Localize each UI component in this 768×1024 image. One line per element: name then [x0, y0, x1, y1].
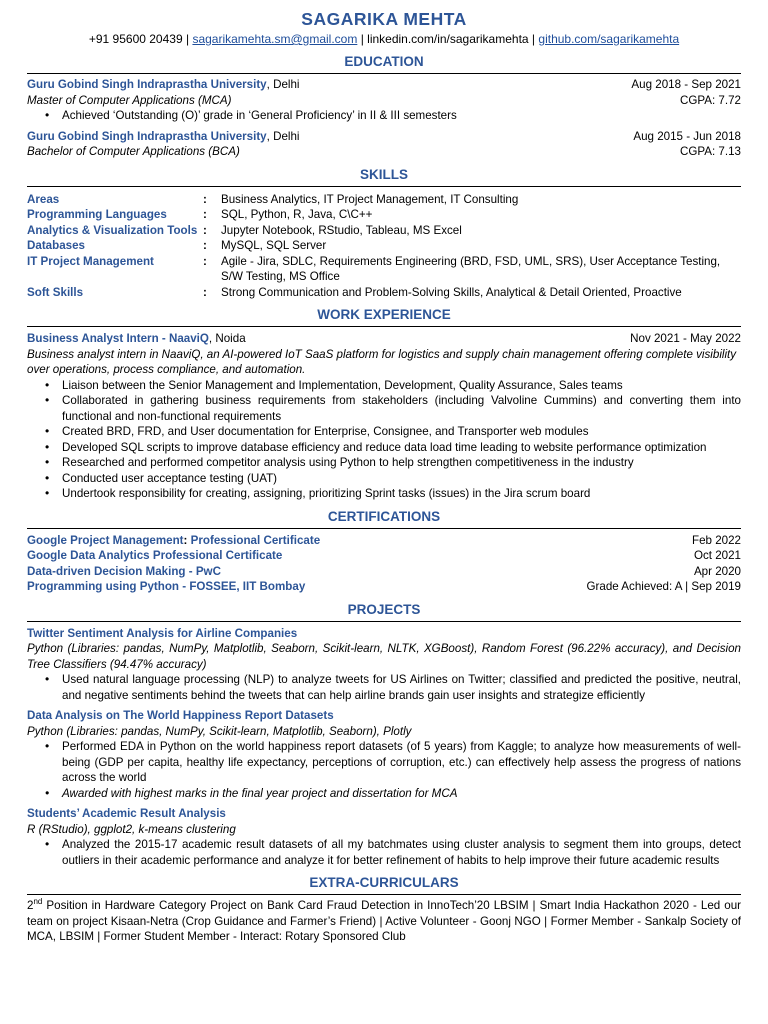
project-name: Students’ Academic Result Analysis [27, 807, 226, 820]
email-link[interactable]: sagarikamehta.sm@gmail.com [192, 32, 358, 46]
certifications-section [27, 508, 741, 595]
education-section [27, 53, 741, 160]
certification-issuer: Professional Certificate [190, 533, 321, 547]
skill-label: Areas [27, 192, 60, 206]
list-item: • Conducted user acceptance testing (UAT) [62, 471, 741, 487]
skill-label: IT Project Management [27, 254, 154, 268]
section-title-work: WORK EXPERIENCE [27, 306, 741, 327]
contact-line [27, 31, 741, 47]
degree-name: Bachelor of Computer Applications (BCA) [27, 145, 240, 158]
project-tech: Python (Libraries: pandas, NumPy, Scikit-learn, Matplotlib, Seaborn), Plotly [27, 724, 412, 738]
project-name: Twitter Sentiment Analysis for Airline Companies [27, 626, 298, 640]
skill-value: Strong Communication and Problem-Solving Skills, Analytical & Detail Oriented, Proactive [221, 285, 682, 299]
extracurricular-text [27, 898, 741, 945]
separator: | [531, 32, 536, 46]
skill-colon: : [203, 254, 207, 268]
skill-value: Jupyter Notebook, RStudio, Tableau, MS Excel [221, 223, 462, 237]
job-summary: Business analyst intern in NaaviQ, an AI-powered IoT SaaS platform for logistics and supply chain management offering complete visibility over operations, process compliance, and automation. [27, 347, 737, 376]
separator: | [185, 32, 190, 46]
skill-label: Databases [27, 239, 86, 252]
list-item: • Researched and performed competitor analysis using Python to help strengthen competitiveness in the industry [62, 455, 741, 471]
job-bullets [27, 378, 741, 502]
education-item [27, 129, 741, 160]
project-item [27, 708, 741, 801]
certification-separator: - [179, 580, 190, 593]
list-item: • Liaison between the Senior Management and Implementation, Development, Quality Assurance, Sales teams [62, 378, 741, 394]
project-tech: Python (Libraries: pandas, NumPy, Matplotlib, Seaborn, Scikit-learn, NLTK, XGBoost), Random Forest (96.22% accuracy), and Decision Tree Classifiers (94.47% accuracy) [27, 642, 741, 671]
certification-date: Apr 2020 [693, 564, 741, 578]
skill-row [27, 254, 741, 285]
github-link[interactable]: github.com/sagarikamehta [538, 32, 680, 46]
skill-colon: : [203, 208, 207, 221]
education-item [27, 77, 741, 124]
education-dates: Aug 2018 - Sep 2021 [631, 78, 741, 91]
university-name: Guru Gobind Singh Indraprastha University [27, 129, 267, 143]
list-item: • Awarded with highest marks in the final year project and dissertation for MCA [62, 786, 741, 802]
skill-row [27, 223, 741, 239]
education-bullet: • Achieved ‘Outstanding (O)’ grade in ‘General Proficiency’ in II & III semesters [62, 108, 741, 124]
education-grade: CGPA: 7.13 [679, 145, 741, 158]
skill-row [27, 192, 741, 208]
university-location: , Delhi [266, 129, 300, 143]
skill-value: MySQL, SQL Server [221, 239, 327, 252]
phone-number: +91 95600 20439 [88, 32, 183, 46]
project-tech: R (RStudio), ggplot2, k-means clustering [27, 822, 236, 836]
certification-name: Data-driven Decision Making [27, 564, 186, 578]
section-title-projects: PROJECTS [27, 601, 741, 622]
ordinal-number: 2 [27, 899, 34, 912]
candidate-name: SAGARIKA MEHTA [301, 9, 467, 29]
university-name: Guru Gobind Singh Indraprastha University [27, 78, 267, 91]
certification-separator: - [185, 564, 196, 578]
section-title-skills: SKILLS [27, 166, 741, 187]
degree-name: Master of Computer Applications (MCA) [27, 93, 232, 107]
skill-label: Programming Languages [27, 208, 167, 221]
job-role: Business Analyst Intern - NaaviQ [27, 332, 209, 345]
certification-row [27, 579, 741, 595]
skill-colon: : [203, 239, 207, 252]
separator: | [360, 32, 364, 46]
skill-colon: : [203, 192, 207, 206]
certification-issuer: FOSSEE, IIT Bombay [189, 580, 306, 593]
list-item: • Performed EDA in Python on the world happiness report datasets (of 5 years) from Kaggle; to analyze how measurements of well-being (GDP per capita, healthy life expectancy, perceptions of corruption, etc.) can effectively help assess the progress of nations across the world [62, 739, 741, 786]
certification-row [27, 533, 741, 549]
skill-label: Soft Skills [27, 285, 84, 299]
job-location: , Noida [208, 332, 246, 345]
job-dates: Nov 2021 - May 2022 [630, 332, 741, 345]
skill-value: Agile - Jira, SDLC, Requirements Engineering (BRD, FSD, UML, SRS), User Acceptance Testing, S/W Testing, MS Office [221, 254, 721, 283]
certification-name: Google Project Management [27, 533, 184, 547]
skill-label: Analytics & Visualization Tools [27, 223, 198, 237]
skill-value: SQL, Python, R, Java, C\C++ [221, 208, 373, 221]
section-title-certifications: CERTIFICATIONS [27, 508, 741, 529]
certification-row [27, 548, 741, 564]
list-item: • Collaborated in gathering business requirements from stakeholders (including Valvoline Cummins) and converting them into functional and non-functional requirements [62, 393, 741, 424]
certification-name: Google Data Analytics Professional Certificate [27, 549, 283, 562]
skills-table [27, 192, 741, 301]
project-name: Data Analysis on The World Happiness Report Datasets [27, 709, 334, 722]
certification-date: Grade Achieved: A | Sep 2019 [586, 580, 741, 593]
list-item: • Created BRD, FRD, and User documentation for Enterprise, Consignee, and Transporter web modules [62, 424, 741, 440]
ordinal-suffix: nd [33, 897, 43, 907]
project-item [27, 806, 741, 868]
education-grade: CGPA: 7.72 [679, 93, 741, 107]
certification-issuer: PwC [195, 564, 221, 578]
skill-row [27, 285, 741, 301]
skill-colon: : [203, 223, 207, 237]
list-item: • Used natural language processing (NLP) to analyze tweets for US Airlines on Twitter; classified and predicted the positive, neutral, and negative sentiments behind the tweets that can help airline brands gain user insights and strategize efficiently [62, 672, 741, 703]
university-location: , Delhi [266, 78, 300, 91]
skill-row [27, 238, 741, 254]
skill-row [27, 207, 741, 223]
project-item [27, 626, 741, 704]
certification-separator: : [183, 533, 191, 547]
list-item: • Analyzed the 2015-17 academic result datasets of all my batchmates using cluster analysis to segment them into groups, detect outliers in their academic performance and analyze it for better refinement of habits to help improve their future academic results [62, 837, 741, 868]
extracurricular-section [27, 874, 741, 945]
certification-date: Feb 2022 [692, 533, 741, 547]
linkedin-text: linkedin.com/in/sagarikamehta [367, 32, 529, 46]
education-dates: Aug 2015 - Jun 2018 [633, 129, 741, 143]
certification-date: Oct 2021 [693, 549, 741, 562]
certification-row [27, 564, 741, 580]
skills-section [27, 166, 741, 301]
section-title-extracurricular: EXTRA-CURRICULARS [27, 874, 741, 895]
skill-colon: : [203, 285, 207, 299]
certification-name: Programming using Python [27, 580, 180, 593]
work-section [27, 306, 741, 502]
projects-section [27, 601, 741, 869]
skill-value: Business Analytics, IT Project Management, IT Consulting [221, 192, 519, 206]
list-item: • Undertook responsibility for creating, assigning, prioritizing Sprint tasks (issues) in the Jira scrum board [62, 486, 741, 502]
list-item: • Developed SQL scripts to improve database efficiency and reduce data load time leading to website performance optimization [62, 440, 741, 456]
extracurricular-body: Position in Hardware Category Project on Bank Card Fraud Detection in InnoTech’20 LBSIM | Smart India Hackathon 2020 - Led our team on project Kisaan-Netra (Crop Guidance and Farmer’s Friend) | Active Volunteer - Goonj NGO | Former Member - Sankalp Society of MCA, LBSIM | Former Student Member - Interact: Rotary Sponsored Club [27, 899, 741, 943]
section-title-education: EDUCATION [27, 53, 741, 74]
